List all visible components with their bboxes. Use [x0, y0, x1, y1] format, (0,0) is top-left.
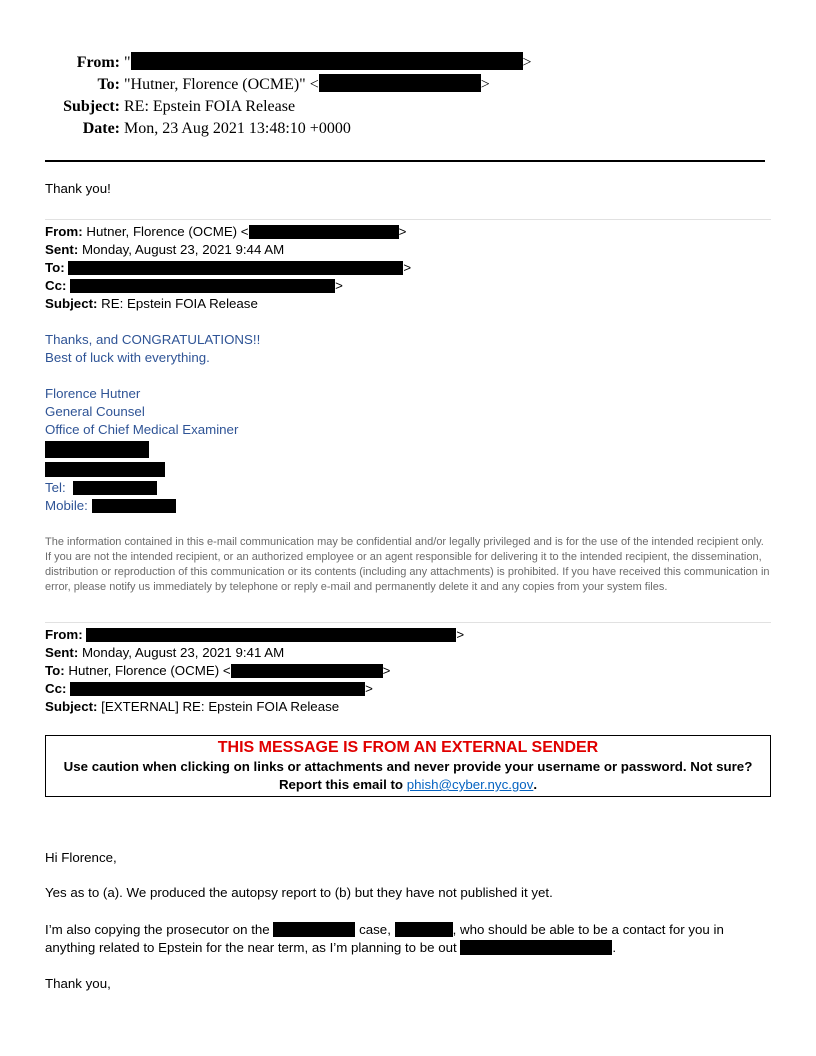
- redaction-box: [460, 940, 612, 955]
- msg2-to-label: To:: [45, 260, 65, 275]
- redaction-box: [273, 922, 355, 937]
- redaction-box: [45, 462, 165, 477]
- msg3-paragraph: Yes as to (a). We produced the autopsy report to (b) but they have not published it yet.: [45, 885, 553, 900]
- external-sender-banner: [45, 735, 771, 797]
- msg2-from-suffix: >: [398, 224, 407, 239]
- redaction-box: [73, 481, 157, 495]
- msg3-from-suffix: >: [456, 627, 465, 642]
- msg2-subject-value: RE: Epstein FOIA Release: [101, 296, 258, 311]
- external-sender-title: THIS MESSAGE IS FROM AN EXTERNAL SENDER: [217, 739, 599, 756]
- paragraph-text: .: [612, 940, 617, 955]
- msg2-subject-label: Subject:: [45, 296, 98, 311]
- signature-name: Florence Hutner: [45, 386, 141, 401]
- msg2-from-value: Hutner, Florence (OCME) <: [86, 224, 249, 239]
- external-sender-warning: [46, 758, 770, 794]
- phish-report-link[interactable]: phish@cyber.nyc.gov: [406, 777, 534, 792]
- redaction-box: [249, 225, 399, 239]
- msg2-subject-row: [45, 295, 258, 313]
- msg2-to-suffix: >: [403, 260, 412, 275]
- msg3-closing: Thank you,: [45, 976, 111, 991]
- signature-office: Office of Chief Medical Examiner: [45, 422, 239, 437]
- header-date-value: Mon, 23 Aug 2021 13:48:10 +0000: [124, 120, 351, 137]
- confidentiality-disclaimer: The information contained in this e-mail communication may be confidential and/or legally privileged and is for the use of the intended recipient only. If you are not the intended recipient, or an authorized employee or an agent responsible for delivering it to the intended recipient, the dissemination, distribution or reproduction of this communication or its contents (including any attachments) is prohibited. If you have received this communication in error, please notify us immediately by telephone or reply e-mail and permanently delete it and any copies from your system files.: [45, 536, 770, 593]
- msg3-to-value: Hutner, Florence (OCME) <: [68, 663, 231, 678]
- header-from-label: From:: [76, 54, 120, 71]
- msg3-from-label: From:: [45, 627, 83, 642]
- msg2-from-row: [45, 223, 406, 241]
- msg2-body-line: Best of luck with everything.: [45, 350, 210, 365]
- msg2-cc-row: [45, 277, 343, 295]
- redaction-box: [70, 279, 335, 293]
- msg2-cc-label: Cc:: [45, 278, 67, 293]
- header-from-suffix: >: [522, 54, 532, 71]
- msg3-paragraph: [45, 939, 616, 957]
- msg3-cc-row: [45, 680, 373, 698]
- msg2-from-label: From:: [45, 224, 83, 239]
- msg2-sent-label: Sent:: [45, 242, 79, 257]
- paragraph-text: case,: [355, 922, 395, 937]
- msg3-sent-row: [45, 644, 284, 662]
- msg3-to-row: [45, 662, 390, 680]
- msg3-to-label: To:: [45, 663, 65, 678]
- msg3-greeting: Hi Florence,: [45, 850, 117, 865]
- msg2-sent-row: [45, 241, 284, 259]
- msg3-subject-value: [EXTERNAL] RE: Epstein FOIA Release: [101, 699, 340, 714]
- redaction-box: [86, 628, 456, 642]
- redaction-box: [45, 441, 149, 458]
- signature-mobile-label: Mobile:: [45, 498, 88, 513]
- header-to-label: To:: [97, 76, 120, 93]
- header-subject-value: RE: Epstein FOIA Release: [124, 98, 296, 115]
- header-to-row: [0, 74, 816, 96]
- msg2-to-row: [45, 259, 411, 277]
- msg2-body-line: Thanks, and CONGRATULATIONS!!: [45, 332, 261, 347]
- msg3-paragraph: [45, 921, 724, 939]
- redaction-box: [231, 664, 383, 678]
- msg2-cc-suffix: >: [335, 278, 343, 293]
- msg3-cc-label: Cc:: [45, 681, 67, 696]
- header-to-suffix: >: [480, 76, 490, 93]
- header-subject-row: [0, 96, 816, 118]
- message-separator: [45, 622, 771, 623]
- msg3-subject-row: [45, 698, 339, 716]
- msg3-cc-suffix: >: [365, 681, 373, 696]
- signature-tel-label: Tel:: [45, 480, 66, 495]
- header-date-row: [0, 118, 816, 140]
- paragraph-text: I’m also copying the prosecutor on the: [45, 922, 274, 937]
- external-sender-text: Use caution when clicking on links or attachments and never provide your username or password. Not sure? Report this email to: [63, 759, 753, 792]
- header-date-label: Date:: [82, 120, 120, 137]
- header-subject-label: Subject:: [63, 98, 120, 115]
- redaction-box: [319, 74, 481, 92]
- header-from-row: [0, 52, 816, 74]
- signature-title: General Counsel: [45, 404, 145, 419]
- paragraph-text: , who should be able to be a contact for you in: [452, 922, 724, 937]
- redaction-box: [395, 922, 453, 937]
- msg2-sent-value: Monday, August 23, 2021 9:44 AM: [81, 242, 285, 257]
- reply-body: Thank you!: [45, 181, 111, 196]
- header-from-quote: ": [124, 54, 131, 71]
- redaction-box: [92, 499, 176, 513]
- message-separator: [45, 219, 771, 220]
- paragraph-text: anything related to Epstein for the near term, as I’m planning to be out: [45, 940, 461, 955]
- msg3-sent-label: Sent:: [45, 645, 79, 660]
- redaction-box: [68, 261, 403, 275]
- msg3-to-suffix: >: [382, 663, 391, 678]
- redaction-box: [70, 682, 365, 696]
- external-sender-end: .: [533, 777, 538, 792]
- signature-mobile-row: [45, 497, 176, 515]
- msg3-from-row: [45, 626, 464, 644]
- signature-tel-row: [45, 479, 157, 497]
- msg3-subject-label: Subject:: [45, 699, 98, 714]
- header-to-value: "Hutner, Florence (OCME)" <: [124, 76, 319, 93]
- header-divider: [45, 160, 765, 162]
- redaction-box: [131, 52, 523, 70]
- msg3-sent-value: Monday, August 23, 2021 9:41 AM: [81, 645, 285, 660]
